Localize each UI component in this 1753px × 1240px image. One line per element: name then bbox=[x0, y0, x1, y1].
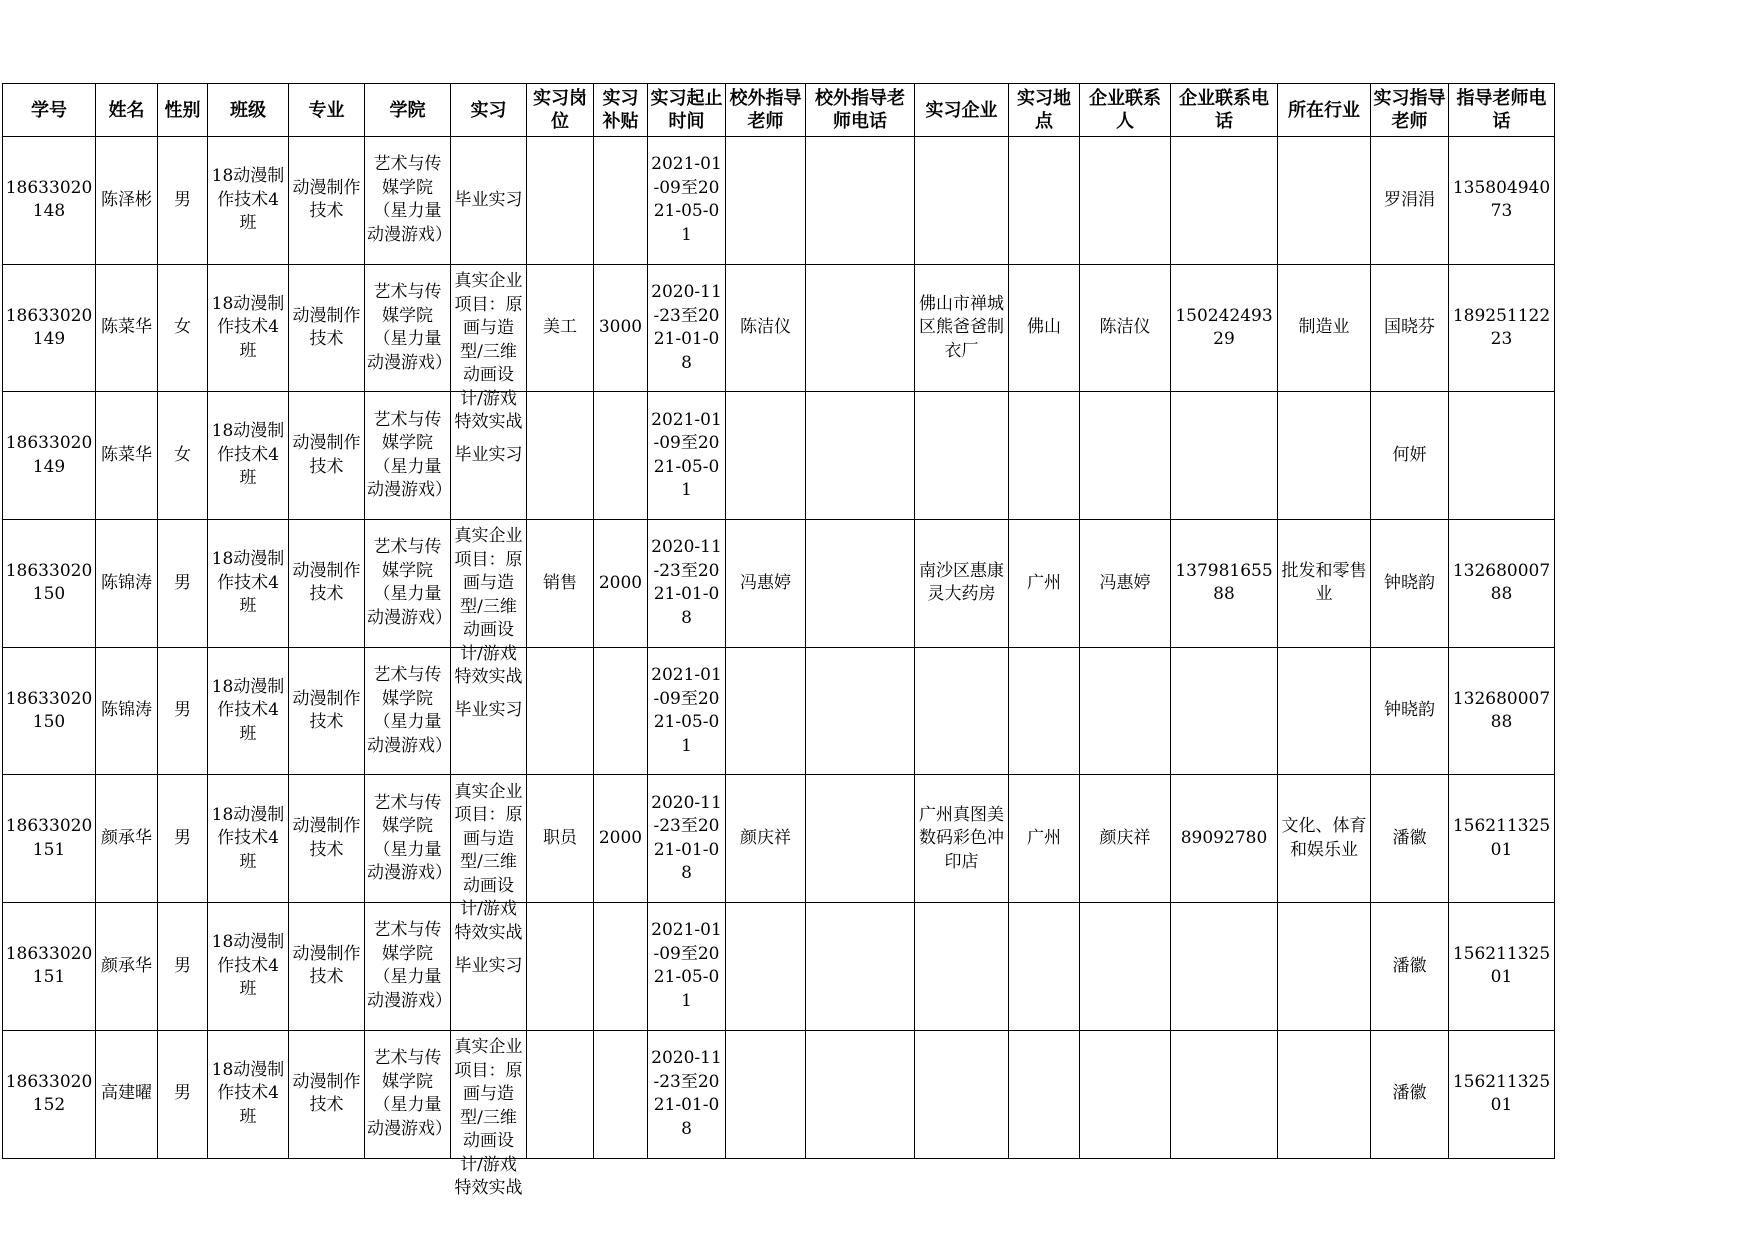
cell-text: 制造业 bbox=[1298, 317, 1350, 338]
header-college: 学院 bbox=[365, 84, 451, 137]
cell-gender bbox=[158, 1030, 208, 1158]
cell-industry bbox=[1278, 520, 1371, 648]
cell-industry bbox=[1278, 264, 1371, 392]
cell-text: 颜庆祥 bbox=[740, 828, 791, 849]
cell-text: 15621132501 bbox=[1452, 1071, 1551, 1116]
cell-position bbox=[527, 137, 594, 265]
cell-name bbox=[96, 520, 158, 648]
cell-student-id bbox=[3, 903, 96, 1031]
cell-text: 15621132501 bbox=[1452, 816, 1551, 860]
cell-text: 高建曜 bbox=[101, 1083, 152, 1104]
cell-text: 2020-11-23至2021-01-08 bbox=[651, 792, 722, 884]
cell-industry bbox=[1278, 392, 1371, 520]
cell-company-contact bbox=[1080, 520, 1171, 648]
cell-external-tutor bbox=[726, 903, 806, 1031]
cell-college bbox=[365, 264, 451, 392]
cell-external-tutor bbox=[726, 520, 806, 648]
cell-internship-type bbox=[451, 137, 527, 265]
cell-text: 18633020150 bbox=[5, 560, 93, 605]
cell-company-phone bbox=[1171, 264, 1278, 392]
cell-company bbox=[915, 1030, 1009, 1158]
cell-text: 18动漫制作技术4班 bbox=[211, 676, 285, 744]
cell-location bbox=[1009, 264, 1080, 392]
cell-industry bbox=[1278, 775, 1371, 903]
cell-external-tutor bbox=[726, 647, 806, 775]
cell-student-id bbox=[3, 264, 96, 392]
cell-major bbox=[289, 392, 365, 520]
cell-gender bbox=[158, 775, 208, 903]
cell-position bbox=[527, 1030, 594, 1158]
header-company-phone: 企业联系电话 bbox=[1171, 84, 1278, 137]
cell-tutor bbox=[1371, 264, 1449, 392]
header-company-contact: 企业联系人 bbox=[1080, 84, 1171, 137]
cell-position bbox=[527, 264, 594, 392]
cell-location bbox=[1009, 392, 1080, 520]
cell-tutor bbox=[1371, 647, 1449, 775]
cell-text: 真实企业项目：原画与造型/三维动画设计/游戏特效实战 bbox=[454, 781, 523, 943]
cell-text: 钟晓韵 bbox=[1384, 572, 1435, 593]
header-name: 姓名 bbox=[96, 84, 158, 137]
cell-tutor-phone bbox=[1449, 264, 1555, 392]
cell-text: 广州真图美数码彩色冲印店 bbox=[919, 804, 1004, 872]
cell-company-phone bbox=[1171, 1030, 1278, 1158]
cell-text: 广州 bbox=[1027, 572, 1061, 593]
cell-industry bbox=[1278, 137, 1371, 265]
cell-text: 潘徽 bbox=[1392, 1083, 1427, 1104]
cell-text: 男 bbox=[174, 1083, 191, 1104]
cell-text: 18动漫制作技术4班 bbox=[211, 804, 285, 872]
cell-college bbox=[365, 137, 451, 265]
cell-location bbox=[1009, 520, 1080, 648]
cell-text: 销售 bbox=[543, 572, 577, 593]
cell-text: 真实企业项目：原画与造型/三维动画设计/游戏特效实战 bbox=[454, 1037, 523, 1199]
cell-company-phone bbox=[1171, 647, 1278, 775]
cell-location bbox=[1009, 647, 1080, 775]
cell-tutor bbox=[1371, 520, 1449, 648]
cell-text: 佛山市禅城区熊爸爸制衣厂 bbox=[919, 293, 1004, 361]
cell-student-id bbox=[3, 392, 96, 520]
table-body bbox=[3, 137, 1555, 1199]
cell-tutor-phone bbox=[1449, 137, 1555, 265]
cell-major bbox=[289, 137, 365, 265]
cell-external-tutor-phone bbox=[806, 1030, 915, 1158]
cell-student-id bbox=[3, 647, 96, 775]
cell-tutor-phone bbox=[1449, 520, 1555, 648]
cell-college bbox=[365, 903, 451, 1031]
cell-company-phone bbox=[1171, 137, 1278, 265]
table-row bbox=[3, 137, 1555, 265]
cell-external-tutor-phone bbox=[806, 137, 915, 265]
header-location: 实习地点 bbox=[1009, 84, 1080, 137]
cell-external-tutor-phone bbox=[806, 264, 915, 392]
cell-gender bbox=[158, 903, 208, 1031]
cell-text: 女 bbox=[174, 444, 191, 465]
table-row bbox=[3, 392, 1555, 520]
header-external-tutor-phone: 校外指导老师电话 bbox=[806, 84, 915, 137]
cell-class bbox=[208, 1030, 289, 1158]
cell-college bbox=[365, 1030, 451, 1158]
cell-name bbox=[96, 392, 158, 520]
cell-subsidy bbox=[594, 903, 648, 1031]
cell-text: 美工 bbox=[543, 317, 577, 338]
cell-text: 18动漫制作技术4班 bbox=[211, 1059, 285, 1127]
cell-text: 2021-01-09至2021-05-01 bbox=[651, 920, 722, 1011]
cell-text: 18动漫制作技术4班 bbox=[211, 421, 285, 489]
cell-company bbox=[915, 137, 1009, 265]
cell-industry bbox=[1278, 903, 1371, 1031]
cell-text: 2020-11-23至2021-01-08 bbox=[651, 537, 722, 628]
cell-company bbox=[915, 647, 1009, 775]
cell-external-tutor-phone bbox=[806, 647, 915, 775]
cell-text: 动漫制作技术 bbox=[292, 816, 361, 860]
cell-tutor-phone bbox=[1449, 903, 1555, 1031]
cell-subsidy bbox=[594, 392, 648, 520]
cell-location bbox=[1009, 137, 1080, 265]
header-row bbox=[3, 84, 1555, 137]
header-tutor: 实习指导老师 bbox=[1371, 84, 1449, 137]
cell-text: 18动漫制作技术4班 bbox=[211, 932, 285, 1000]
cell-class bbox=[208, 520, 289, 648]
cell-subsidy bbox=[594, 520, 648, 648]
cell-period bbox=[648, 775, 726, 903]
cell-text: 2021-01-09至2021-05-01 bbox=[651, 154, 722, 245]
cell-period bbox=[648, 903, 726, 1031]
cell-text: 2021-01-09至2021-05-01 bbox=[651, 665, 722, 756]
cell-text: 真实企业项目：原画与造型/三维动画设计/游戏特效实战 bbox=[454, 526, 523, 688]
header-company: 实习企业 bbox=[915, 84, 1009, 137]
cell-text: 陈洁仪 bbox=[740, 317, 791, 338]
cell-text: 潘徽 bbox=[1392, 955, 1427, 976]
cell-text: 18动漫制作技术4班 bbox=[211, 549, 285, 617]
cell-tutor-phone bbox=[1449, 775, 1555, 903]
cell-text: 男 bbox=[174, 700, 191, 721]
cell-subsidy bbox=[594, 647, 648, 775]
cell-internship-type bbox=[451, 775, 527, 943]
table-row bbox=[3, 1030, 1555, 1158]
cell-subsidy bbox=[594, 1030, 648, 1158]
cell-text: 18动漫制作技术4班 bbox=[211, 293, 285, 361]
cell-college bbox=[365, 392, 451, 520]
cell-tutor bbox=[1371, 392, 1449, 520]
cell-external-tutor bbox=[726, 392, 806, 520]
cell-company-phone bbox=[1171, 392, 1278, 520]
cell-text: 18633020152 bbox=[5, 1071, 93, 1116]
cell-tutor-phone bbox=[1449, 1030, 1555, 1158]
cell-text: 陈菜华 bbox=[101, 444, 152, 465]
cell-gender bbox=[158, 392, 208, 520]
cell-text: 动漫制作技术 bbox=[292, 560, 361, 605]
cell-text: 职员 bbox=[543, 828, 577, 849]
cell-text: 18633020150 bbox=[5, 688, 93, 733]
cell-text: 18633020151 bbox=[5, 943, 93, 988]
table-row bbox=[3, 520, 1555, 648]
header-position: 实习岗位 bbox=[527, 84, 594, 137]
cell-company-phone bbox=[1171, 775, 1278, 903]
cell-student-id bbox=[3, 775, 96, 903]
cell-name bbox=[96, 647, 158, 775]
cell-internship-type bbox=[451, 264, 527, 433]
table-row bbox=[3, 264, 1555, 392]
cell-company bbox=[915, 392, 1009, 520]
cell-period bbox=[648, 1030, 726, 1158]
cell-text: 13798165588 bbox=[1175, 560, 1273, 605]
cell-tutor bbox=[1371, 903, 1449, 1031]
cell-text: 艺术与传媒学院（星力量动漫游戏） bbox=[367, 409, 452, 501]
cell-text: 13268000788 bbox=[1452, 688, 1551, 733]
cell-external-tutor-phone bbox=[806, 775, 915, 903]
cell-text: 动漫制作技术 bbox=[292, 177, 361, 222]
cell-text: 2021-01-09至2021-05-01 bbox=[651, 409, 722, 501]
cell-tutor bbox=[1371, 1030, 1449, 1158]
cell-location bbox=[1009, 775, 1080, 903]
cell-period bbox=[648, 647, 726, 775]
cell-text: 动漫制作技术 bbox=[292, 305, 361, 350]
cell-text: 2020-11-23至2021-01-08 bbox=[651, 1048, 722, 1139]
cell-company bbox=[915, 775, 1009, 903]
cell-text: 毕业实习 bbox=[454, 700, 523, 721]
cell-text: 真实企业项目：原画与造型/三维动画设计/游戏特效实战 bbox=[454, 271, 523, 433]
cell-major bbox=[289, 1030, 365, 1158]
table-row bbox=[3, 647, 1555, 775]
cell-company-contact bbox=[1080, 775, 1171, 903]
cell-external-tutor-phone bbox=[806, 520, 915, 648]
cell-company bbox=[915, 264, 1009, 392]
cell-text: 18633020148 bbox=[5, 177, 93, 222]
cell-name bbox=[96, 1030, 158, 1158]
header-subsidy: 实习补贴 bbox=[594, 84, 648, 137]
cell-company-contact bbox=[1080, 647, 1171, 775]
cell-college bbox=[365, 775, 451, 903]
cell-text: 2020-11-23至2021-01-08 bbox=[651, 282, 722, 373]
cell-company-phone bbox=[1171, 520, 1278, 648]
cell-external-tutor bbox=[726, 264, 806, 392]
cell-class bbox=[208, 392, 289, 520]
cell-text: 佛山 bbox=[1027, 317, 1061, 338]
cell-text: 陈洁仪 bbox=[1099, 317, 1151, 338]
cell-period bbox=[648, 264, 726, 392]
cell-gender bbox=[158, 520, 208, 648]
cell-text: 艺术与传媒学院（星力量动漫游戏） bbox=[367, 282, 452, 373]
cell-text: 冯惠婷 bbox=[1099, 572, 1151, 593]
cell-internship-type bbox=[451, 1030, 527, 1199]
cell-company-contact bbox=[1080, 392, 1171, 520]
cell-major bbox=[289, 775, 365, 903]
cell-major bbox=[289, 520, 365, 648]
cell-text: 18925112223 bbox=[1452, 305, 1551, 350]
cell-name bbox=[96, 264, 158, 392]
cell-period bbox=[648, 137, 726, 265]
cell-student-id bbox=[3, 137, 96, 265]
header-student-id: 学号 bbox=[3, 84, 96, 137]
cell-text: 13268000788 bbox=[1452, 560, 1551, 605]
cell-internship-type bbox=[451, 520, 527, 688]
cell-text: 艺术与传媒学院（星力量动漫游戏） bbox=[367, 537, 452, 628]
cell-company bbox=[915, 520, 1009, 648]
header-industry: 所在行业 bbox=[1278, 84, 1371, 137]
cell-text: 陈菜华 bbox=[101, 317, 152, 338]
cell-major bbox=[289, 903, 365, 1031]
cell-position bbox=[527, 520, 594, 648]
cell-text: 文化、体育和娱乐业 bbox=[1281, 816, 1367, 860]
cell-text: 颜庆祥 bbox=[1099, 828, 1151, 849]
cell-external-tutor bbox=[726, 1030, 806, 1158]
header-internship-type: 实习 bbox=[451, 84, 527, 137]
cell-text: 15621132501 bbox=[1452, 943, 1551, 988]
cell-text: 艺术与传媒学院（星力量动漫游戏） bbox=[367, 920, 452, 1011]
cell-text: 钟晓韵 bbox=[1384, 700, 1435, 721]
cell-text: 罗涓涓 bbox=[1384, 189, 1435, 210]
cell-text: 毕业实习 bbox=[454, 189, 523, 210]
cell-tutor bbox=[1371, 137, 1449, 265]
cell-name bbox=[96, 903, 158, 1031]
cell-class bbox=[208, 775, 289, 903]
cell-text: 国晓芬 bbox=[1384, 317, 1435, 338]
cell-text: 女 bbox=[174, 317, 191, 338]
cell-text: 艺术与传媒学院（星力量动漫游戏） bbox=[367, 1048, 452, 1139]
cell-major bbox=[289, 647, 365, 775]
table-row bbox=[3, 775, 1555, 903]
cell-text: 3000 bbox=[598, 317, 643, 338]
cell-company-contact bbox=[1080, 264, 1171, 392]
cell-tutor-phone bbox=[1449, 392, 1555, 520]
cell-text: 颜承华 bbox=[101, 828, 152, 849]
cell-subsidy bbox=[594, 137, 648, 265]
cell-text: 18633020151 bbox=[5, 816, 93, 860]
cell-text: 艺术与传媒学院（星力量动漫游戏） bbox=[367, 792, 452, 884]
cell-position bbox=[527, 647, 594, 775]
cell-text: 毕业实习 bbox=[454, 955, 523, 976]
cell-text: 艺术与传媒学院（星力量动漫游戏） bbox=[367, 154, 452, 245]
cell-text: 何妍 bbox=[1392, 444, 1427, 465]
cell-class bbox=[208, 137, 289, 265]
cell-text: 男 bbox=[174, 955, 191, 976]
cell-position bbox=[527, 775, 594, 903]
cell-text: 动漫制作技术 bbox=[292, 943, 361, 988]
cell-text: 男 bbox=[174, 828, 191, 849]
cell-company-contact bbox=[1080, 137, 1171, 265]
cell-external-tutor-phone bbox=[806, 392, 915, 520]
cell-class bbox=[208, 264, 289, 392]
cell-text: 冯惠婷 bbox=[740, 572, 791, 593]
cell-college bbox=[365, 647, 451, 775]
cell-company-phone bbox=[1171, 903, 1278, 1031]
cell-text: 18动漫制作技术4班 bbox=[211, 166, 285, 234]
cell-text: 陈锦涛 bbox=[101, 572, 152, 593]
cell-text: 2000 bbox=[598, 828, 643, 849]
cell-major bbox=[289, 264, 365, 392]
cell-external-tutor-phone bbox=[806, 903, 915, 1031]
cell-text: 南沙区惠康灵大药房 bbox=[919, 560, 1004, 605]
cell-text: 毕业实习 bbox=[454, 444, 523, 465]
cell-student-id bbox=[3, 1030, 96, 1158]
cell-company-contact bbox=[1080, 903, 1171, 1031]
cell-text: 18633020149 bbox=[5, 433, 93, 477]
cell-period bbox=[648, 392, 726, 520]
header-tutor-phone: 指导老师电话 bbox=[1449, 84, 1555, 137]
cell-name bbox=[96, 137, 158, 265]
cell-gender bbox=[158, 264, 208, 392]
cell-gender bbox=[158, 647, 208, 775]
cell-subsidy bbox=[594, 264, 648, 392]
cell-gender bbox=[158, 137, 208, 265]
cell-text: 13580494073 bbox=[1452, 177, 1551, 222]
cell-text: 动漫制作技术 bbox=[292, 1071, 361, 1116]
cell-text: 动漫制作技术 bbox=[292, 433, 361, 477]
cell-period bbox=[648, 520, 726, 648]
cell-text: 男 bbox=[174, 572, 191, 593]
header-gender: 性别 bbox=[158, 84, 208, 137]
cell-position bbox=[527, 903, 594, 1031]
cell-text: 广州 bbox=[1027, 828, 1061, 849]
cell-subsidy bbox=[594, 775, 648, 903]
header-major: 专业 bbox=[289, 84, 365, 137]
cell-external-tutor bbox=[726, 775, 806, 903]
cell-text: 18633020149 bbox=[5, 305, 93, 350]
cell-class bbox=[208, 903, 289, 1031]
cell-text: 陈锦涛 bbox=[101, 700, 152, 721]
cell-text: 89092780 bbox=[1180, 828, 1268, 849]
cell-industry bbox=[1278, 1030, 1371, 1158]
cell-company bbox=[915, 903, 1009, 1031]
cell-text: 15024249329 bbox=[1175, 305, 1273, 350]
cell-position bbox=[527, 392, 594, 520]
header-external-tutor: 校外指导老师 bbox=[726, 84, 806, 137]
header-class: 班级 bbox=[208, 84, 289, 137]
cell-college bbox=[365, 520, 451, 648]
cell-company-contact bbox=[1080, 1030, 1171, 1158]
header-period: 实习起止时间 bbox=[648, 84, 726, 137]
internship-table bbox=[2, 83, 1555, 1199]
cell-text: 陈泽彬 bbox=[101, 189, 152, 210]
cell-text: 潘徽 bbox=[1392, 828, 1427, 849]
cell-text: 2000 bbox=[598, 572, 643, 593]
cell-name bbox=[96, 775, 158, 903]
cell-location bbox=[1009, 1030, 1080, 1158]
cell-tutor-phone bbox=[1449, 647, 1555, 775]
cell-location bbox=[1009, 903, 1080, 1031]
cell-tutor bbox=[1371, 775, 1449, 903]
cell-external-tutor bbox=[726, 137, 806, 265]
cell-class bbox=[208, 647, 289, 775]
table-row bbox=[3, 903, 1555, 1031]
cell-student-id bbox=[3, 520, 96, 648]
cell-text: 动漫制作技术 bbox=[292, 688, 361, 733]
cell-text: 男 bbox=[174, 189, 191, 210]
cell-industry bbox=[1278, 647, 1371, 775]
cell-text: 批发和零售业 bbox=[1281, 560, 1367, 605]
cell-text: 艺术与传媒学院（星力量动漫游戏） bbox=[367, 665, 452, 756]
cell-text: 颜承华 bbox=[101, 955, 152, 976]
